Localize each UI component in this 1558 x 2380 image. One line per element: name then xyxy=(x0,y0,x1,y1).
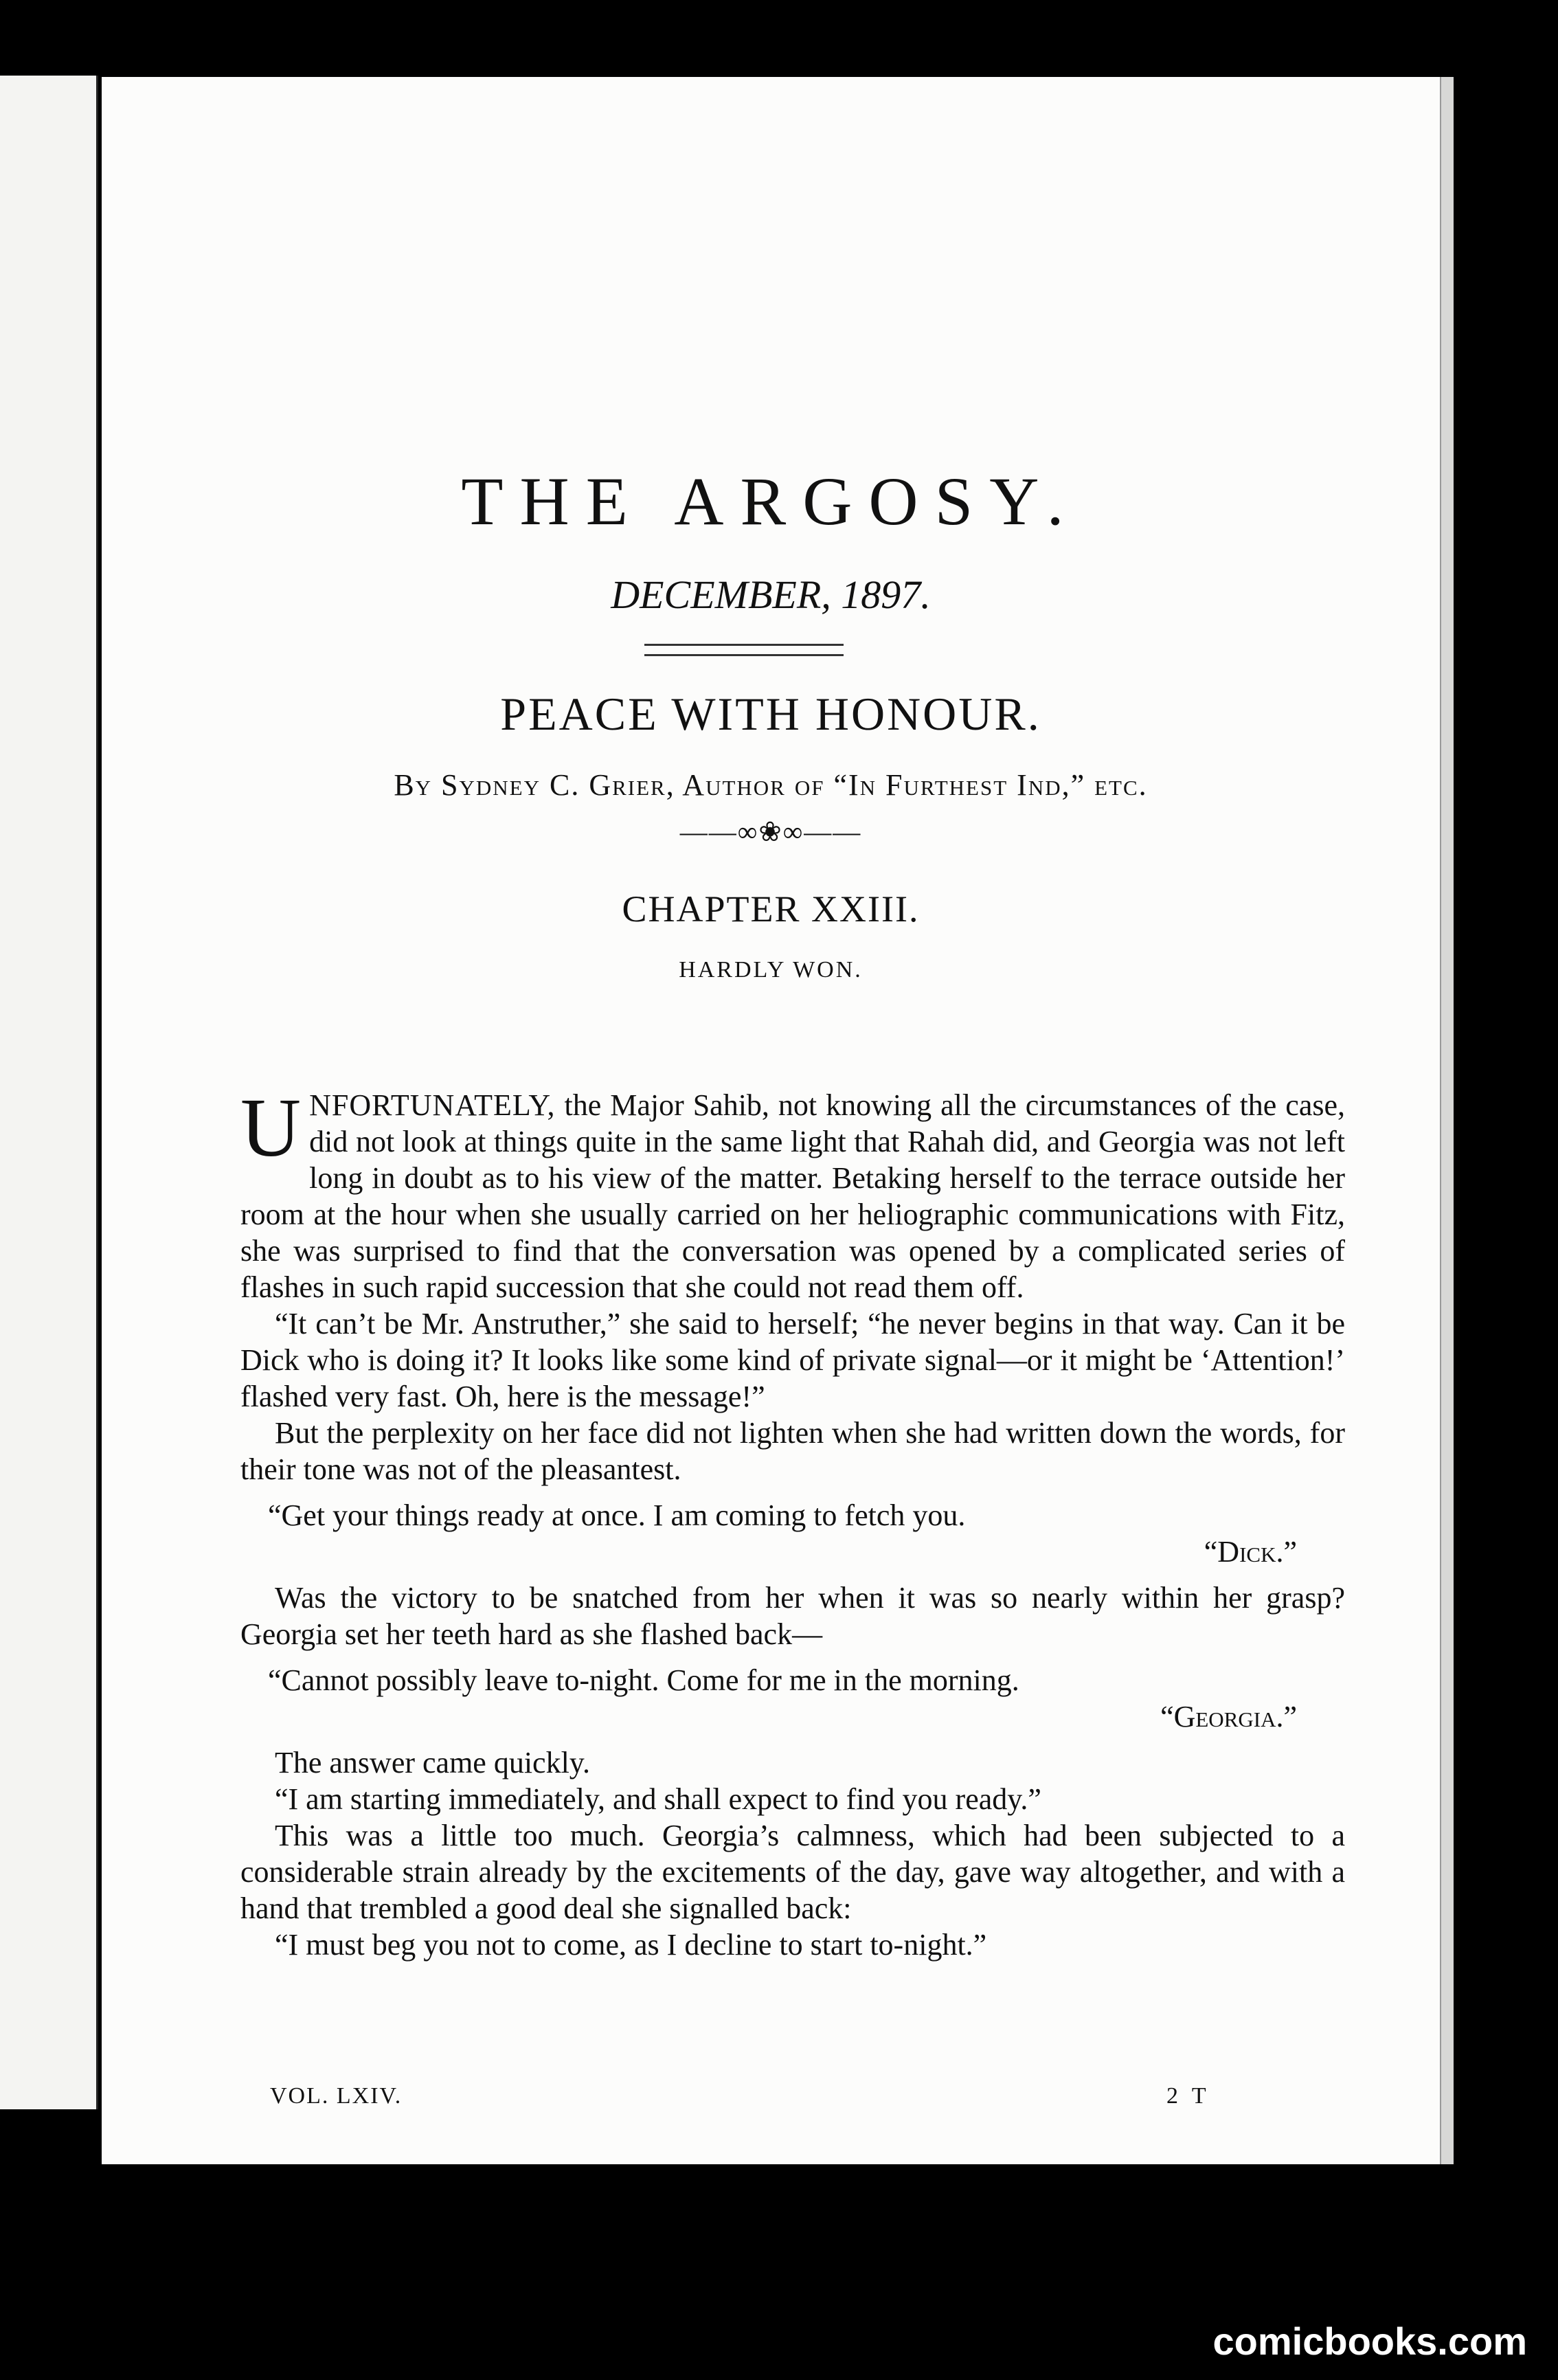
author-byline: By Sydney C. Grier, Author of “In Furthest Ind,” etc. xyxy=(394,768,1148,802)
story-body xyxy=(240,1081,1346,1963)
page-edge-shadow xyxy=(1440,77,1454,2164)
signature-mark: 2 T xyxy=(1166,2083,1210,2109)
paragraph: The answer came quickly. xyxy=(275,1746,590,1780)
signal-signature: “Georgia.” xyxy=(1160,1700,1297,1733)
ornament-divider: ——∞❀∞—— xyxy=(679,816,862,847)
paragraph-opening xyxy=(240,1081,1346,1305)
signal-message: “Cannot possibly leave to-night. Come for me in the morning. xyxy=(268,1663,1019,1697)
opening-word: NFORTUNATELY, xyxy=(309,1088,556,1122)
signal-signature: “Dick.” xyxy=(1204,1535,1297,1569)
paragraph: But the perplexity on her face did not lighten when she had written down the words, for their tone was not of the pleasantest. xyxy=(240,1416,1345,1486)
paragraph-text: the Major Sahib, not knowing all the circumstances of the case, did not look at things quite in the same light that Rahah did, and Georgia was not left long in doubt as to his view of the matter. Betaking herself to the terrace outside her room at the hour when she usually carried on her heliographic communications with Fitz, she was surprised to find that the conversation was opened by a complicated series of flashes in such rapid succession that she could not read them off. xyxy=(240,1088,1346,1304)
masthead-title: THE ARGOSY. xyxy=(461,463,1081,539)
paragraph: This was a little too much. Georgia’s calmness, which had been subjected to a considerable strain already by the excitements of the day, gave way altogether, and with a hand that trembled a good deal she signalled back: xyxy=(240,1819,1345,1925)
issue-date: DECEMBER, 1897. xyxy=(611,572,931,617)
paragraph: “I am starting immediately, and shall expect to find you ready.” xyxy=(275,1782,1041,1816)
magazine-page xyxy=(102,77,1440,2164)
volume-number: VOL. LXIV. xyxy=(270,2083,403,2109)
paragraph: “I must beg you not to come, as I decline to start to-night.” xyxy=(275,1928,987,1962)
chapter-heading: CHAPTER XXIII. xyxy=(622,888,920,930)
facing-page-edge xyxy=(0,76,98,2109)
paragraph: “It can’t be Mr. Anstruther,” she said to herself; “he never begins in that way. Can it be Dick who is doing it? It looks like some kind of private signal—or it might be ‘Attention!’ flashed very fast. Oh, here is the message!” xyxy=(240,1307,1345,1413)
signal-message: “Get your things ready at once. I am coming to fetch you. xyxy=(268,1498,966,1532)
drop-cap: U xyxy=(240,1081,302,1174)
paragraph: Was the victory to be snatched from her when it was so nearly within her grasp? Georgia set her teeth hard as she flashed back— xyxy=(240,1581,1345,1651)
chapter-subtitle: HARDLY WON. xyxy=(679,957,863,983)
double-rule-divider xyxy=(644,644,844,656)
story-title: PEACE WITH HONOUR. xyxy=(500,688,1041,740)
site-watermark: comicbooks.com xyxy=(1212,2320,1527,2363)
